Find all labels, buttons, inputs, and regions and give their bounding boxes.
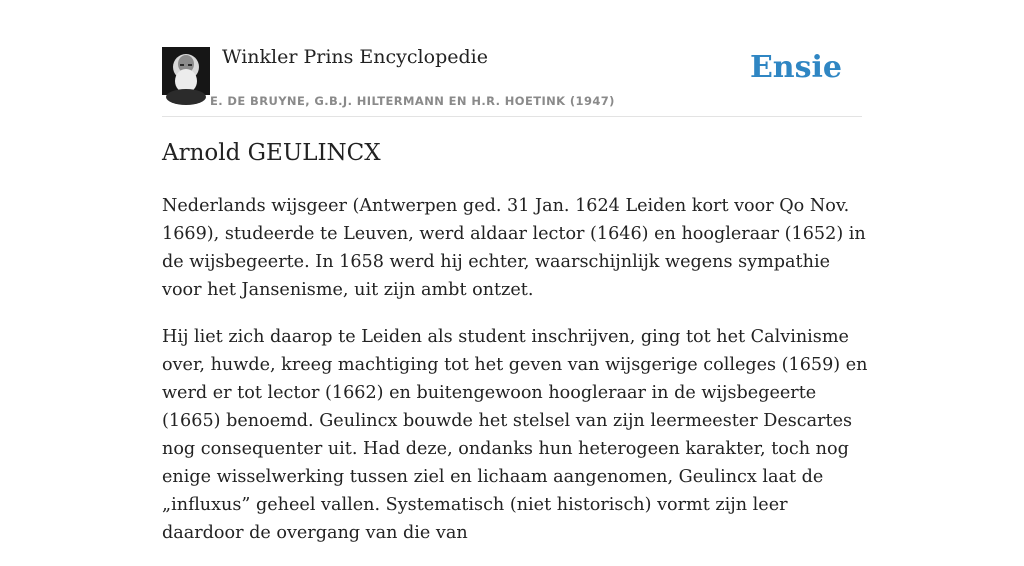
article-body [162, 192, 872, 566]
authors-byline: E. DE BRUYNE, G.B.J. HILTERMANN EN H.R. HOETINK (1947) [210, 94, 615, 108]
article-paragraph: Hij liet zich daarop te Leiden als student inschrijven, ging tot het Calvinisme over, huwde, kreeg machtiging tot het geven van wijsgerige colleges (1659) en werd er tot lector (1662) en buitengewoon hoogleraar in de wijsbegeerte (1665) benoemd. Geulincx bouwde het stelsel van zijn leermeester Descartes nog consequenter uit. Had deze, ondanks hun heterogeen karakter, toch nog enige wisselwerking tussen ziel en lichaam aangenomen, Geulincx laat de „influxus” geheel vallen. Systematisch (niet historisch) vormt zijn leer daardoor de overgang van die van [162, 327, 868, 543]
portrait-avatar-icon [162, 47, 210, 95]
brand-logo[interactable]: Ensie [749, 50, 842, 85]
site-title[interactable]: Winkler Prins Encyclopedie [222, 46, 488, 68]
article-title: Arnold GEULINCX [162, 140, 381, 166]
site-header [162, 0, 862, 117]
article-paragraph: Nederlands wijsgeer (Antwerpen ged. 31 Jan. 1624 Leiden kort voor Qo Nov. 1669), studeerde te Leuven, werd aldaar lector (1646) en hoogleraar (1652) in de wijsbegeerte. In 1658 werd hij echter, waarschijnlijk wegens sympathie voor het Jansenisme, uit zijn ambt ontzet. [162, 196, 866, 300]
